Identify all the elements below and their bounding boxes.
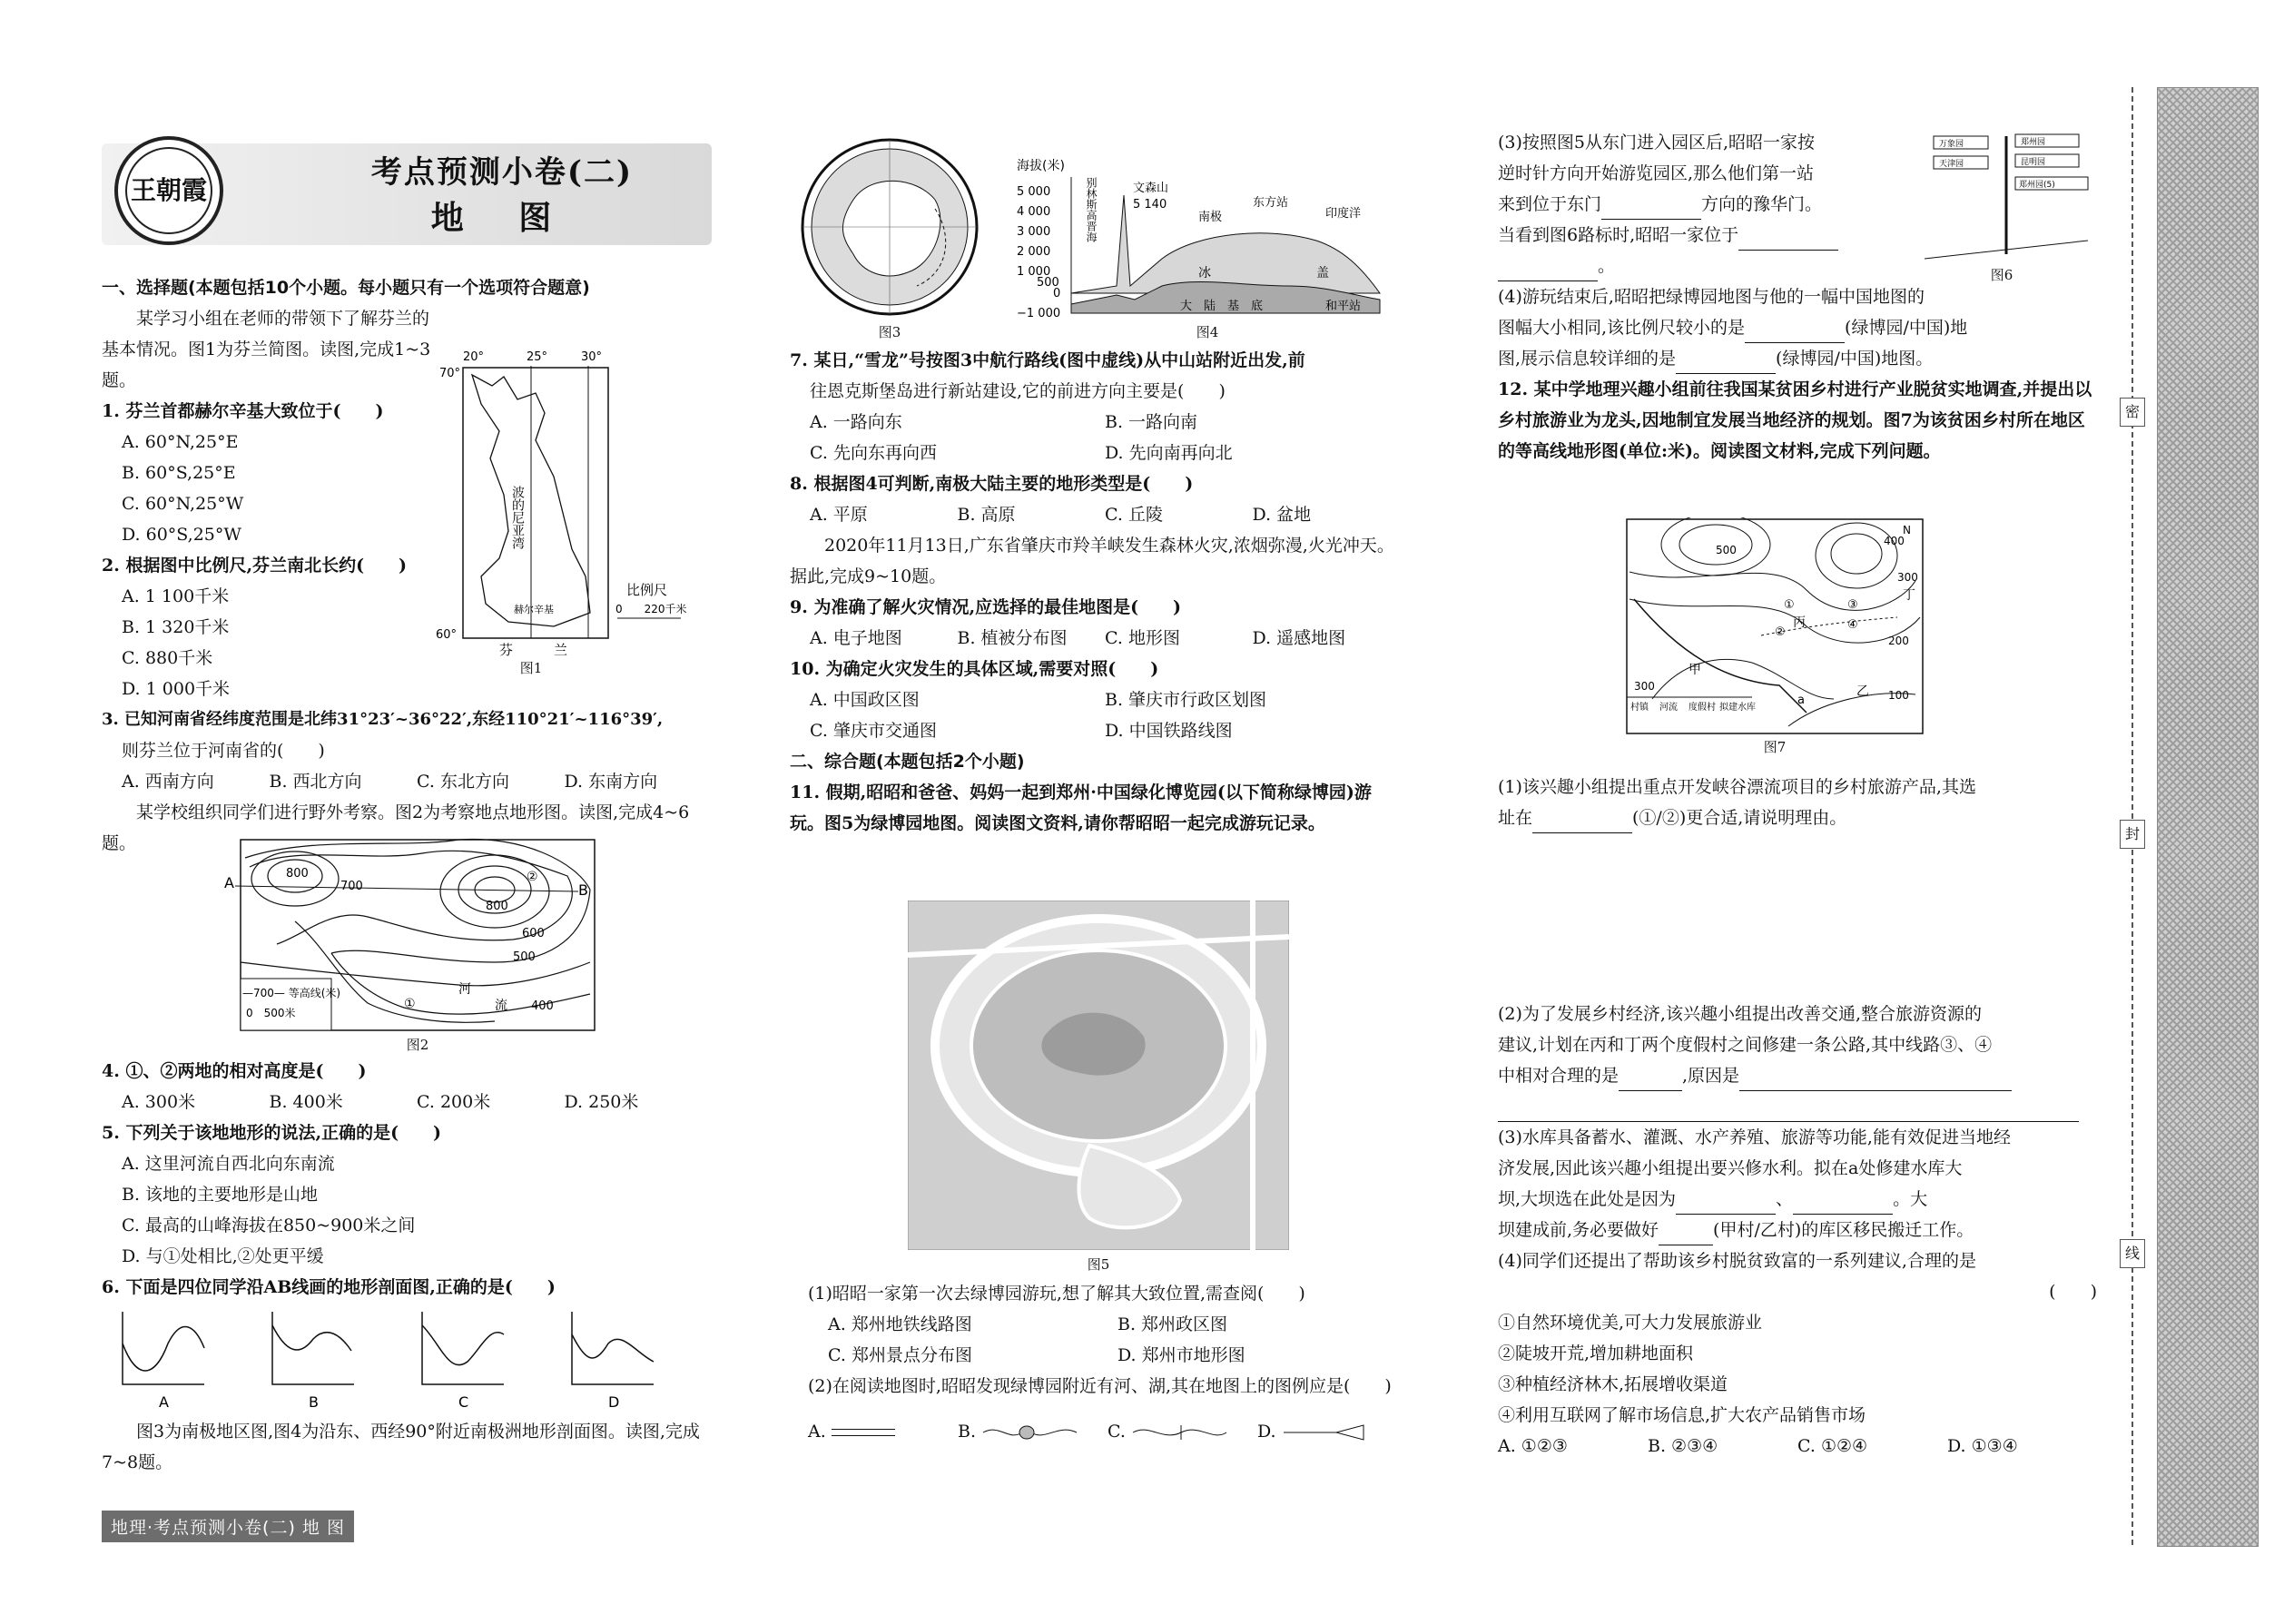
q12-3-line3: [1498, 1184, 2097, 1215]
fig7-jia: 甲: [1689, 663, 1701, 677]
logo: [114, 136, 223, 245]
fig6-caption: 图6: [1990, 267, 2013, 283]
fig7-c300b: 300: [1634, 680, 1655, 693]
fig7-bing: 丙: [1793, 615, 1806, 630]
q6-label-b: B: [309, 1393, 319, 1411]
answer-blank-4[interactable]: [1745, 322, 1845, 343]
q1-option-d[interactable]: D. 60°S,25°W: [122, 525, 241, 545]
fig7-legend-item: 村镇: [1630, 703, 1649, 713]
q6-label-d: D: [608, 1393, 620, 1411]
title-banner: [102, 143, 712, 245]
legend-river-wave-icon: [1131, 1423, 1231, 1442]
q6-profile-a-curve: [123, 1326, 204, 1371]
column-1-end: [102, 1416, 712, 1478]
question-9: 9. 为准确了解火灾情况,应选择的最佳地图是( ): [790, 597, 1182, 617]
column-3-lower-2: [1498, 999, 2097, 1462]
question-7-line2: 往恩克斯堡岛进行新站建设,它的前进方向主要是( ): [810, 381, 1226, 401]
question-11: 11. 假期,昭昭和爸爸、妈妈一起到郑州·中国绿化博览园(以下简称绿博园)游玩。图5为绿博园地图。阅读图文资料,请你帮昭昭一起完成游玩记录。: [790, 782, 1372, 833]
fig1-bottom-fen: 芬: [499, 642, 514, 658]
q11-1-option-c[interactable]: C. 郑州景点分布图: [828, 1345, 972, 1365]
fig4-ytick: 5 000: [1017, 185, 1051, 199]
column-1-lower: [102, 1056, 712, 1303]
q12-4-item-3: ③种植经济林木,拓展增收渠道: [1498, 1374, 1728, 1394]
column-2: [790, 345, 1400, 839]
fig2-c400: 400: [531, 999, 554, 1013]
q11-1-option-d[interactable]: D. 郑州市地形图: [1117, 1345, 1245, 1365]
q12-4-line1: (4)同学们还提出了帮助该乡村脱贫致富的一系列建议,合理的是: [1498, 1251, 1976, 1271]
q6-profile-a-axes: [123, 1312, 204, 1384]
q2-option-a[interactable]: A. 1 100千米: [122, 586, 230, 606]
fig6-sign-text: 天津园: [1939, 160, 1964, 169]
fig1-scale-text: 0 220千米: [615, 603, 687, 615]
column-3-lower: [1498, 772, 2097, 833]
q8-option-d[interactable]: D. 盆地: [1252, 505, 1312, 525]
q11-2-option-c-label: C.: [1108, 1422, 1126, 1442]
question-10: 10. 为确定火灾发生的具体区域,需要对照( ): [790, 659, 1159, 679]
fig6-sign-text: 万象园: [1939, 140, 1964, 149]
answer-blank-6[interactable]: [1532, 812, 1632, 833]
q10-options-2: [790, 715, 1400, 746]
fig7-p2: ②: [1775, 625, 1786, 639]
binding-label-feng: 封: [2120, 820, 2145, 849]
q6-label-a: A: [159, 1393, 169, 1411]
q11-3-line3-start: 来到位于东门: [1498, 194, 1602, 214]
fig2-river: 河: [458, 982, 471, 997]
answer-blank-11[interactable]: [1793, 1194, 1893, 1215]
answer-blank-5[interactable]: [1676, 353, 1776, 374]
footer-label: 地理·考点预测小卷(二) 地 图: [102, 1511, 354, 1542]
binding-label-xian: 线: [2120, 1239, 2145, 1268]
q4-option-a[interactable]: A. 300米: [122, 1092, 196, 1112]
question-5: 5. 下列关于该地地形的说法,正确的是( ): [102, 1123, 442, 1143]
q9-option-c[interactable]: C. 地形图: [1105, 628, 1180, 648]
question-11-2: (2)在阅读地图时,昭昭发现绿博园附近有河、湖,其在地图上的图例应是( ): [808, 1376, 1392, 1396]
q11-2-option-d-label: D.: [1257, 1422, 1276, 1442]
fig7-c100: 100: [1888, 689, 1909, 702]
fig2-ab-line: [235, 886, 578, 891]
fig7-legend-item: 拟建水库: [1719, 703, 1756, 713]
fig2-label-a: A: [224, 874, 234, 891]
fig4-ytick: 0: [1053, 287, 1061, 300]
fig4-ytick: 3 000: [1017, 225, 1051, 239]
fig7-legend-item: 河流: [1659, 703, 1678, 713]
fig5-caption: 图5: [1087, 1256, 1110, 1273]
q12-1-line2-start: 址在: [1498, 808, 1533, 828]
q12-4-option-c[interactable]: C. ①②④: [1797, 1436, 1868, 1456]
page-title: 考点预测小卷(二): [370, 154, 634, 191]
q11-4-line2-end: (绿博园/中国)地: [1845, 318, 1968, 338]
fig2-caption: 图2: [406, 1037, 429, 1053]
fig2-label-b: B: [578, 881, 588, 899]
q12-3-line4-end: (甲村/乙村)的库区移民搬迁工作。: [1713, 1220, 1974, 1240]
fig4-ice-1: 冰: [1198, 266, 1211, 281]
figure-5-park-map: [908, 901, 1289, 1250]
fig4-peak-height: 5 140: [1133, 198, 1167, 212]
fig1-bottom-lan: 兰: [554, 642, 568, 658]
intro-2: 某学校组织同学们进行野外考察。图2为考察地点地形图。读图,完成4~6题。: [102, 802, 690, 853]
q10-options-1: [790, 684, 1400, 715]
fig4-ylabel: 海拔(米): [1017, 159, 1065, 173]
answer-blank-3[interactable]: [1498, 261, 1598, 281]
q7-option-c[interactable]: C. 先向东再向西: [810, 443, 937, 463]
question-4: 4. ①、②两地的相对高度是( ): [102, 1061, 367, 1081]
figure-7-village-contour-map: [1625, 517, 1925, 735]
q12-4-item-1: ①自然环境优美,可大力发展旅游业: [1498, 1313, 1763, 1333]
q10-option-b[interactable]: B. 肇庆市行政区划图: [1105, 690, 1267, 710]
q12-4-paren: ( ): [2049, 1282, 2097, 1302]
q12-3-line3-end: 。大: [1893, 1189, 1928, 1209]
q12-4-option-b[interactable]: B. ②③④: [1648, 1436, 1718, 1456]
q11-4-line2-start: 图幅大小相同,该比例尺较小的是: [1498, 318, 1746, 338]
q1-option-a[interactable]: A. 60°N,25°E: [122, 432, 239, 452]
q4-option-d[interactable]: D. 250米: [564, 1092, 639, 1112]
q11-3-line1: (3)按照图5从东门进入园区后,昭昭一家按: [1498, 133, 1816, 153]
fig1-caption: 图1: [519, 660, 543, 676]
legend-arrow-icon: [1282, 1423, 1382, 1442]
answer-blank-12[interactable]: [1659, 1225, 1713, 1245]
q1-option-c[interactable]: C. 60°N,25°W: [122, 494, 244, 514]
q6-profile-b-axes: [272, 1312, 354, 1384]
q11-2-option-d[interactable]: [1257, 1416, 1407, 1447]
section-1-heading: 一、选择题(本题包括10个小题。每小题只有一个选项符合题意): [102, 278, 590, 298]
q12-4-option-a[interactable]: A. ①②③: [1498, 1436, 1568, 1456]
q11-2-options: [808, 1416, 1407, 1447]
binding-dashed-line: [2132, 87, 2133, 1545]
fig4-peak: 文森山: [1133, 182, 1169, 195]
fig4-east-station: 东方站: [1253, 196, 1289, 210]
fig6-sign-text: 郑州园: [2021, 138, 2046, 147]
fig2-legend-scale: 0 500米: [246, 1007, 296, 1019]
question-3-line1: 3. 已知河南省经纬度范围是北纬31°23′~36°22′,东经110°21′~116°39′,: [102, 710, 664, 729]
q12-2-line3: [1498, 1060, 2097, 1091]
q10-option-a[interactable]: A. 中国政区图: [810, 690, 920, 710]
q5-option-d[interactable]: D. 与①处相比,②处更平缓: [122, 1246, 324, 1266]
fig6-sign-text: 郑州园(5): [2019, 181, 2055, 190]
q3-option-c[interactable]: C. 东北方向: [417, 772, 509, 792]
question-7-line1: 7. 某日,“雪龙”号按图3中航行路线(图中虚线)从中山站附近出发,前: [790, 350, 1305, 370]
binding-label-mi: 密: [2120, 398, 2145, 427]
q11-4-line3: [1498, 343, 2097, 374]
fig2-c500: 500: [513, 950, 536, 964]
q2-option-d[interactable]: D. 1 000千米: [122, 679, 231, 699]
answer-blank-9[interactable]: [1498, 1101, 2079, 1122]
fig7-c200: 200: [1888, 635, 1909, 647]
fig7-yi: 乙: [1856, 684, 1869, 699]
fig1-capital-label: 赫尔辛基: [514, 604, 554, 615]
q12-2-line4: [1498, 1091, 2097, 1122]
q6-profile-options: [113, 1307, 676, 1412]
q8-option-a[interactable]: A. 平原: [810, 505, 868, 525]
q3-options: [102, 766, 712, 797]
q11-2-option-a[interactable]: [808, 1416, 958, 1447]
q3-option-a[interactable]: A. 西南方向: [122, 772, 214, 792]
q7-option-a[interactable]: A. 一路向东: [810, 412, 902, 432]
fig2-c800b: 800: [486, 900, 508, 913]
fig6-sign-text: 昆明园: [2021, 158, 2046, 167]
q12-3-line4: [1498, 1215, 2097, 1245]
fig2-c800a: 800: [286, 867, 309, 881]
q9-option-a[interactable]: A. 电子地图: [810, 628, 902, 648]
fig2-legend-contour: —700— 等高线(米): [242, 987, 341, 999]
fig2-c700: 700: [340, 880, 363, 893]
q12-3-line1: (3)水库具备蓄水、灌溉、水产养殖、旅游等功能,能有效促进当地经: [1498, 1127, 2011, 1147]
q11-3-line4-text: 当看到图6路标时,昭昭一家位于: [1498, 225, 1739, 245]
q11-1-options-1: [808, 1309, 1407, 1340]
answer-blank-2[interactable]: [1738, 230, 1838, 251]
q11-4-line3-start: 图,展示信息较详细的是: [1498, 349, 1677, 369]
answer-blank-10[interactable]: [1676, 1194, 1776, 1215]
figure-1-finland-map: [436, 349, 708, 658]
q6-label-c: C: [458, 1393, 469, 1411]
intro-3: 图3为南极地区图,图4为沿东、西经90°附近南极洲地形剖面图。读图,完成7~8题。: [102, 1422, 700, 1472]
q12-3-line3-start: 坝,大坝选在此处是因为: [1498, 1189, 1677, 1209]
q12-1-line2: [1498, 802, 2097, 833]
q12-4-item-2: ②陡坡开荒,增加耕地面积: [1498, 1343, 1694, 1363]
q8-options: [790, 499, 1400, 530]
q11-2-option-a-label: A.: [808, 1422, 826, 1442]
intro-4: 2020年11月13日,广东省肇庆市羚羊峡发生森林火灾,浓烟弥漫,火光冲天。据此,完成9~10题。: [790, 536, 1394, 586]
q4-options: [102, 1087, 712, 1117]
logo-text: 王朝霞: [130, 175, 207, 205]
figure-3-antarctica-map: [799, 136, 980, 318]
q6-profile-c-axes: [422, 1312, 504, 1384]
q11-1-option-a[interactable]: A. 郑州地铁线路图: [828, 1314, 972, 1334]
q1-option-b[interactable]: B. 60°S,25°E: [122, 463, 236, 483]
q10-option-c[interactable]: C. 肇庆市交通图: [810, 721, 937, 741]
fig1-scale-title: 比例尺: [626, 582, 668, 598]
q11-1-options-2: [808, 1340, 1407, 1371]
q9-options: [790, 623, 1400, 654]
q12-3-line4-start: 坝建成前,务必要做好: [1498, 1220, 1659, 1240]
q5-option-b[interactable]: B. 该地的主要地形是山地: [122, 1185, 319, 1205]
column-2-lower: [808, 1278, 1407, 1447]
fig2-flow: 流: [495, 999, 507, 1013]
fig4-station: 和平站: [1325, 300, 1362, 313]
fig7-p3: ③: [1847, 598, 1858, 612]
q3-option-b[interactable]: B. 西北方向: [269, 772, 362, 792]
fig4-ice-2: 盖: [1316, 266, 1329, 281]
q6-profile-d-curve: [572, 1334, 654, 1362]
question-8: 8. 根据图4可判断,南极大陆主要的地形类型是( ): [790, 474, 1194, 494]
q11-4-line1: (4)游玩结束后,昭昭把绿博园地图与他的一幅中国地图的: [1498, 287, 1925, 307]
q9-option-b[interactable]: B. 植被分布图: [957, 628, 1068, 648]
fig7-c400: 400: [1884, 535, 1905, 547]
q6-profile-c-curve: [422, 1325, 504, 1365]
fig2-point-1: ①: [404, 997, 416, 1011]
q12-2-line3-mid: ,原因是: [1682, 1066, 1740, 1086]
fig7-p1: ①: [1784, 598, 1795, 612]
q4-option-c[interactable]: C. 200米: [417, 1092, 491, 1112]
figure-4-antarctic-profile: [1017, 150, 1398, 322]
q10-option-d[interactable]: D. 中国铁路线图: [1105, 721, 1233, 741]
fig2-point-2: ②: [527, 870, 538, 884]
q12-2-line1: (2)为了发展乡村经济,该兴趣小组提出改善交通,整合旅游资源的: [1498, 1004, 1982, 1024]
fig7-caption: 图7: [1763, 739, 1787, 755]
fig1-lon-30: 30°: [581, 350, 603, 364]
q5-option-a[interactable]: A. 这里河流自西北向东南流: [122, 1154, 335, 1174]
section-2-heading: 二、综合题(本题包括2个小题): [790, 752, 1025, 772]
q2-option-c[interactable]: C. 880千米: [122, 648, 213, 668]
legend-river-double-line-icon: [832, 1429, 895, 1436]
subject-title: 地 图: [430, 200, 574, 237]
q12-1-line1: (1)该兴趣小组提出重点开发峡谷漂流项目的乡村旅游产品,其选: [1498, 777, 1976, 797]
q7-options-1: [790, 407, 1400, 438]
fig1-lat-60: 60°: [436, 628, 458, 642]
q12-4-option-d[interactable]: D. ①③④: [1947, 1436, 2018, 1456]
fig4-ytick: −1 000: [1017, 307, 1061, 320]
q2-option-b[interactable]: B. 1 320千米: [122, 617, 230, 637]
q12-4-options: [1498, 1431, 2097, 1462]
fig4-yticks: [1017, 185, 1060, 320]
question-12: 12. 某中学地理兴趣小组前往我国某贫困乡村进行产业脱贫实地调查,并提出以乡村旅游业为龙头,因地制宜发展当地经济的规划。图7为该贫困乡村所在地区的等高线地形图(单位:米)。阅读图文材料,完成下列问题。: [1498, 379, 2092, 461]
fig7-legend-item: 度假村: [1689, 703, 1716, 713]
fig1-lon-20: 20°: [463, 350, 485, 364]
fig3-caption: 图3: [878, 324, 901, 340]
fig4-base: 大 陆 基 底: [1180, 300, 1264, 313]
question-3-line2: 则芬兰位于河南省的( ): [122, 741, 325, 761]
q12-2-line3-start: 中相对合理的是: [1498, 1066, 1620, 1086]
q11-2-option-b[interactable]: [958, 1416, 1108, 1447]
fig7-p4: ④: [1847, 618, 1858, 632]
q5-option-c[interactable]: C. 最高的山峰海拔在850~900米之间: [122, 1216, 416, 1235]
q7-option-b[interactable]: B. 一路向南: [1105, 412, 1198, 432]
q3-option-d[interactable]: D. 东南方向: [564, 772, 658, 792]
fig7-north: N: [1903, 524, 1911, 536]
fig4-pole: 南极: [1198, 211, 1223, 224]
fig4-range: 别林斯高晋海: [1085, 177, 1098, 242]
question-2: 2. 根据图中比例尺,芬兰南北长约( ): [102, 556, 408, 576]
fig4-ytick: 500: [1037, 276, 1059, 290]
question-11-1: (1)昭昭一家第一次去绿博园游玩,想了解其大致位置,需查阅( ): [808, 1284, 1305, 1304]
q12-3-line2: 济发展,因此该兴趣小组提出要兴修水利。拟在a处修建水库大: [1498, 1158, 1963, 1178]
q11-3-line2: 逆时针方向开始游览园区,那么他们第一站: [1498, 163, 1815, 183]
q11-1-option-b[interactable]: B. 郑州政区图: [1117, 1314, 1228, 1334]
answer-blank-1[interactable]: [1601, 199, 1701, 220]
fig7-a: a: [1797, 694, 1805, 707]
fig4-ocean: 印度洋: [1325, 207, 1362, 221]
q11-2-option-b-label: B.: [958, 1422, 977, 1442]
intro-1: 某学习小组在老师的带领下了解芬兰的基本情况。图1为芬兰简图。读图,完成1~3题。: [102, 309, 431, 390]
q6-profile-b-curve: [272, 1325, 351, 1351]
binding-pattern-band: [2157, 87, 2259, 1547]
question-6: 6. 下面是四位同学沿AB线画的地形剖面图,正确的是( ): [102, 1277, 556, 1297]
fig1-lat-70: 70°: [439, 367, 461, 380]
fig4-caption: 图4: [1196, 324, 1219, 340]
q12-3-line3-mid: 、: [1776, 1189, 1794, 1209]
fig1-lon-25: 25°: [527, 350, 548, 364]
question-1: 1. 芬兰首都赫尔辛基大致位于( ): [102, 401, 384, 421]
q11-3-line3-end: 方向的豫华门。: [1701, 194, 1823, 214]
q12-4-item-4: ④利用互联网了解市场信息,扩大农产品销售市场: [1498, 1405, 1866, 1425]
figure-6-signpost: [1915, 127, 2097, 263]
fig7-c300a: 300: [1897, 571, 1918, 584]
q12-2-line2: 建议,计划在丙和丁两个度假村之间修建一条公路,其中线路③、④: [1498, 1035, 1993, 1055]
q4-option-b[interactable]: B. 400米: [269, 1092, 343, 1112]
q11-4-line2: [1498, 312, 2097, 343]
answer-blank-8[interactable]: [1739, 1070, 2012, 1091]
q9-option-d[interactable]: D. 遥感地图: [1252, 628, 1346, 648]
q7-option-d[interactable]: D. 先向南再向北: [1105, 443, 1233, 463]
answer-blank-7[interactable]: [1619, 1070, 1682, 1091]
q11-3-line5-end: 。: [1598, 256, 1616, 276]
legend-lake-icon: [981, 1423, 1081, 1442]
fig4-ytick: 2 000: [1017, 245, 1051, 259]
fig2-c600: 600: [522, 927, 545, 940]
fig7-c500: 500: [1716, 544, 1737, 556]
q11-4-line3-end: (绿博园/中国)地图。: [1776, 349, 1934, 369]
q6-profile-d-axes: [572, 1312, 654, 1384]
q11-2-option-c[interactable]: [1108, 1416, 1257, 1447]
q8-option-c[interactable]: C. 丘陵: [1105, 505, 1163, 525]
q7-options-2: [790, 438, 1400, 468]
fig1-gulf-label: 波的尼亚湾: [510, 486, 525, 549]
q8-option-b[interactable]: B. 高原: [957, 505, 1016, 525]
fig7-ding: 丁: [1903, 588, 1915, 603]
figure-2-contour-map: [222, 835, 604, 1035]
fig4-ytick: 1 000: [1017, 265, 1051, 279]
q12-1-line2-end: (①/②)更合适,请说明理由。: [1632, 808, 1847, 828]
fig4-ytick: 4 000: [1017, 205, 1051, 219]
